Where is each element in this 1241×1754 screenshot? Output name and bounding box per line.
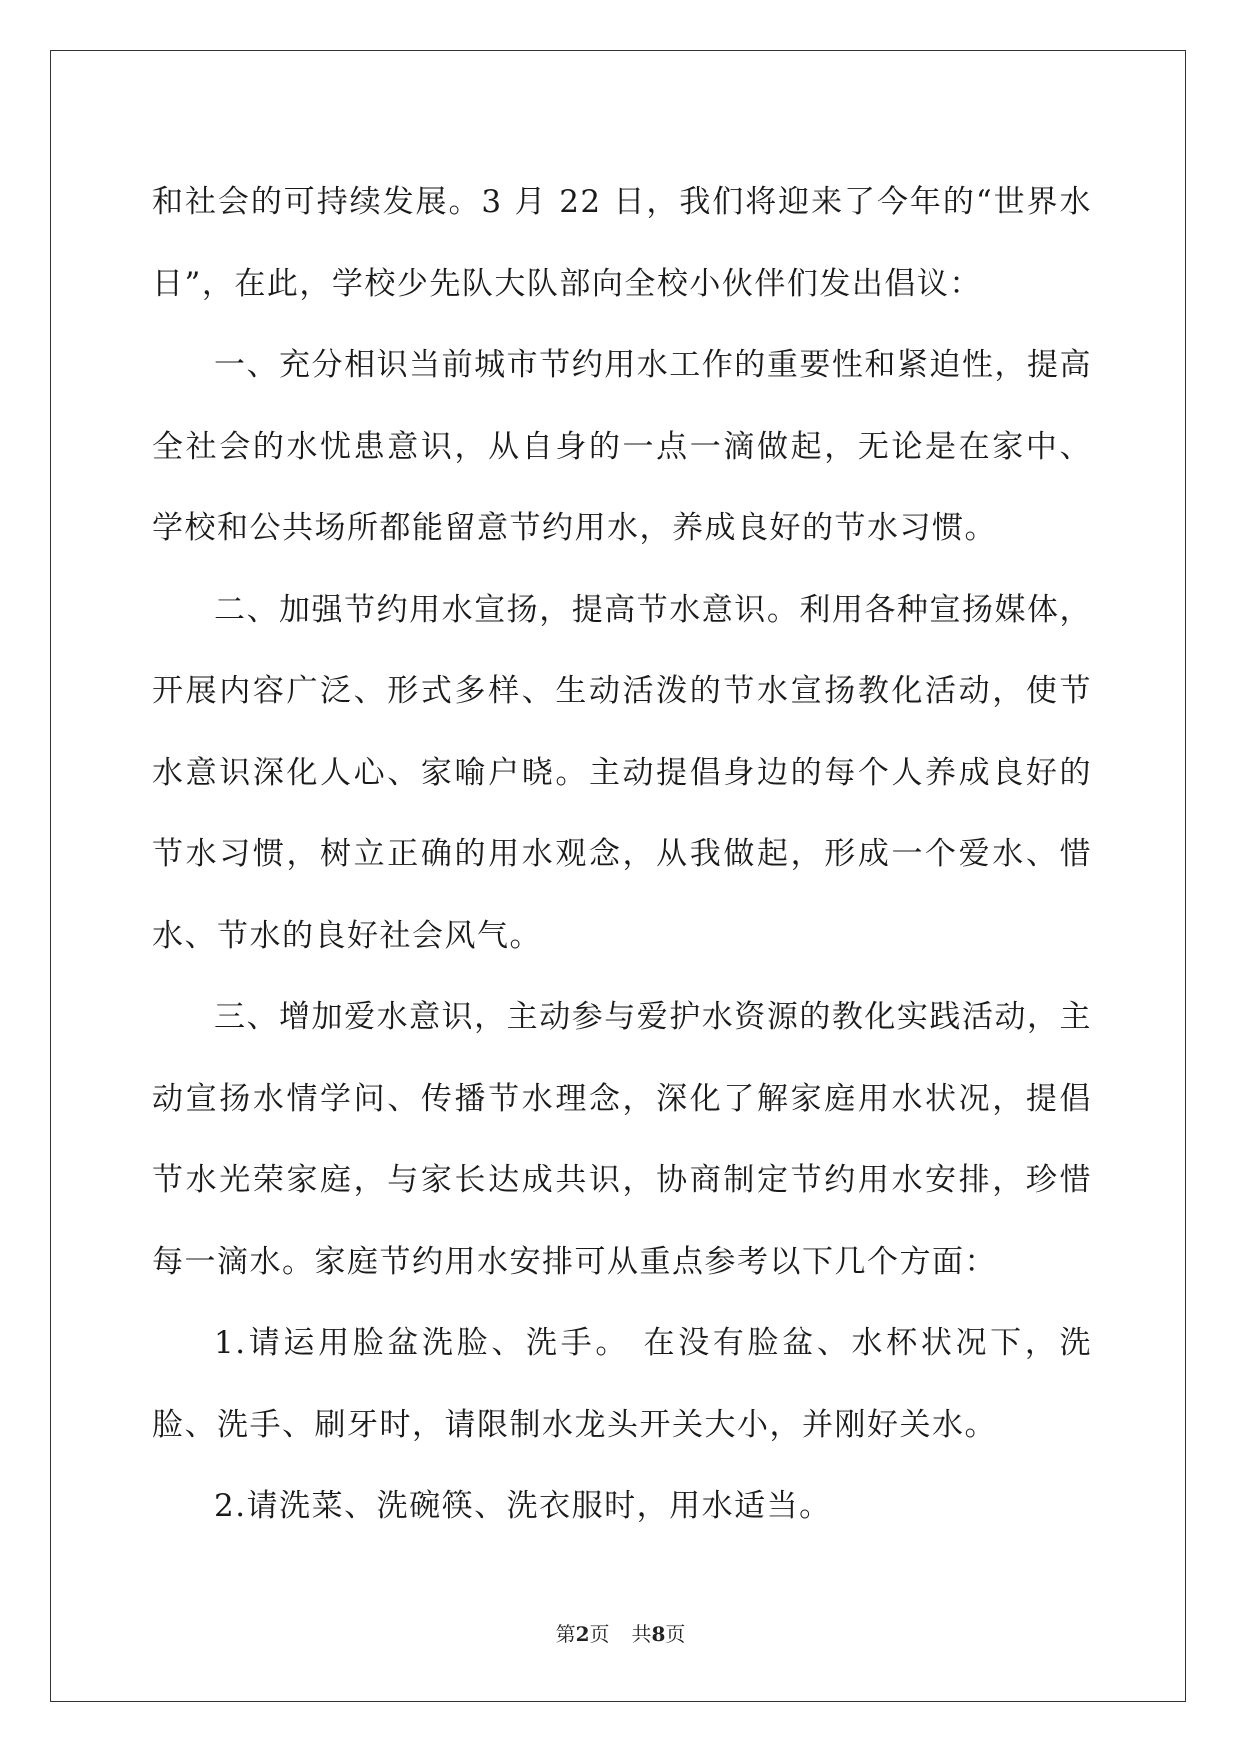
paragraph: 2.请洗菜、洗碗筷、洗衣服时，用水适当。 — [214, 1488, 832, 1524]
page-number-footer — [0, 1618, 1241, 1647]
current-page-number: 2 — [575, 1622, 590, 1646]
total-prefix: 共 — [631, 1622, 652, 1646]
paragraph: 三、增加爱水意识，主动参与爱护水资源的教化实践活动，主动宣扬水情学问、传播节水理念，深化了解家庭用水状况，提倡节水光荣家庭，与家长达成共识，协商制定节约用水安排，珍惜每一滴水。家庭节约用水安排可从重点参考以下几个方面： — [152, 999, 1092, 1280]
page-prefix: 第 — [555, 1622, 576, 1646]
paragraph: 二、加强节约用水宣扬，提高节水意识。利用各种宣扬媒体，开展内容广泛、形式多样、生动活泼的节水宣扬教化活动，使节水意识深化人心、家喻户晓。主动提倡身边的每个人养成良好的节水习惯，树立正确的用水观念，从我做起，形成一个爱水、惜水、节水的良好社会风气。 — [152, 591, 1092, 954]
page-suffix: 页 — [589, 1622, 610, 1646]
paragraph: 1.请运用脸盆洗脸、洗手。 在没有脸盆、水杯状况下，洗脸、洗手、刷牙时，请限制水龙头开关大小，并刚好关水。 — [152, 1325, 1092, 1443]
document-body — [152, 162, 1092, 1548]
paragraph: 一、充分相识当前城市节约用水工作的重要性和紧迫性，提高全社会的水忧患意识，从自身的一点一滴做起，无论是在家中、学校和公共场所都能留意节约用水，养成良好的节水习惯。 — [152, 347, 1092, 546]
total-suffix: 页 — [665, 1622, 686, 1646]
total-pages-number: 8 — [651, 1622, 666, 1646]
paragraph: 和社会的可持续发展。3 月 22 日，我们将迎来了今年的“世界水日”，在此，学校少先队大队部向全校小伙伴们发出倡议： — [152, 184, 1092, 302]
